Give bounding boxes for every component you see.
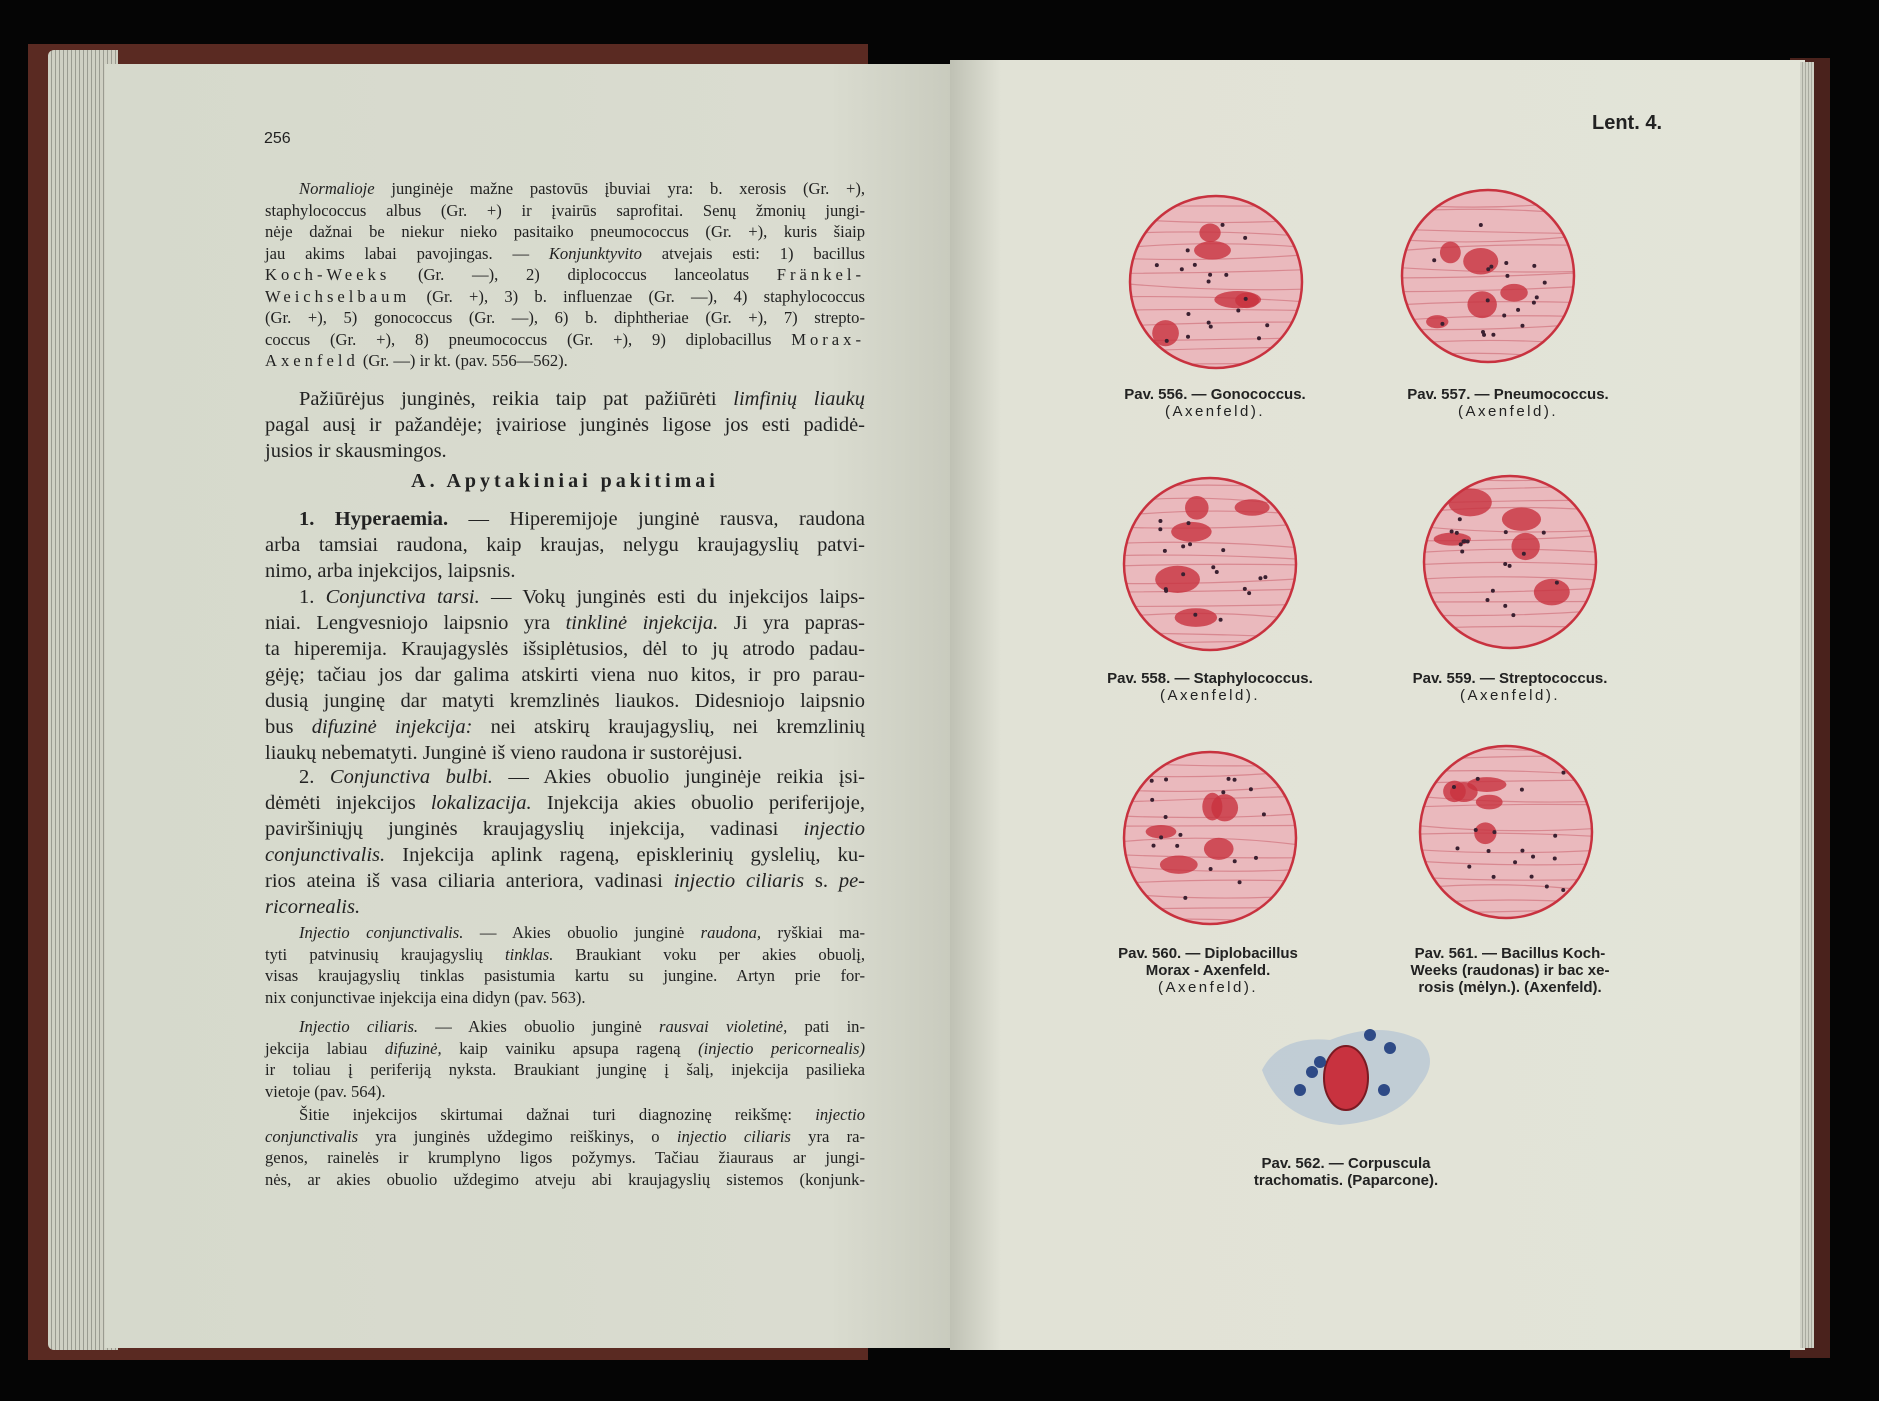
micrograph-circle xyxy=(1393,185,1583,362)
text-segment: conjunctivalis. xyxy=(265,844,386,866)
text-segment: raudona, xyxy=(700,923,762,942)
text-segment: difuzinė, xyxy=(384,1038,442,1058)
text-segment: visas kraujagyslių tinklas pasistumia kartu su jungine. Artyn prie for- xyxy=(265,966,865,985)
text-segment: atvejais esti: 1) bacillus xyxy=(641,243,865,263)
figure-caption xyxy=(1095,386,1335,420)
text-segment: (injectio pericornealis) xyxy=(698,1038,865,1058)
caption-line: Pav. 557. — Pneumococcus. xyxy=(1407,386,1609,403)
text-segment: Fränkel- xyxy=(776,265,865,284)
text-segment: jusios ir skausmingos. xyxy=(265,440,447,462)
caption-author: (Axenfeld). xyxy=(1159,687,1261,704)
text-segment: pagal ausį ir pažandėje; įvairiose junginės ligose jos esti padidė- xyxy=(265,414,865,436)
text-segment: nimo, arba injekcijos, laipsnis. xyxy=(265,560,516,582)
caption-line: Pav. 559. — Streptococcus. xyxy=(1412,670,1608,687)
figure-caption xyxy=(1390,945,1630,996)
section-heading: A. Apytakiniai pakitimai xyxy=(411,470,719,492)
text-segment: 2. xyxy=(299,766,330,788)
caption-line: trachomatis. (Paparcone). xyxy=(1253,1172,1439,1189)
text-segment: limfinių liaukų xyxy=(733,388,865,410)
text-segment: Pažiūrėjus junginės, reikia taip pat pažiūrėti xyxy=(299,388,734,410)
text-segment: (Gr. +), 3) b. influenzae (Gr. —), 4) staphylococcus xyxy=(410,286,865,306)
caption-line: Pav. 562. — Corpuscula xyxy=(1261,1155,1431,1172)
text-segment: liaukų nebematyti. Junginė iš vieno raudona ir sustorėjusi. xyxy=(265,742,743,764)
text-segment: nėje dažnai be niekur nieko pasitaiko pneumococcus (Gr. +), kuris šiaip xyxy=(265,222,865,241)
text-segment: pati in- xyxy=(787,1017,865,1036)
caption-author: (Axenfeld). xyxy=(1164,403,1266,420)
text-segment: 1. xyxy=(299,586,326,608)
text-segment: staphylococcus albus (Gr. +) ir įvairūs saprofitai. Senų žmonių jungi- xyxy=(265,200,865,220)
text-segment: yra ra- xyxy=(790,1126,866,1146)
text-segment: Normalioje xyxy=(299,179,375,198)
micrograph-circle xyxy=(1411,745,1601,918)
figure-caption xyxy=(1226,1155,1466,1189)
text-segment: — Akies obuolio junginė xyxy=(418,1017,659,1036)
text-segment: gėję; tačiau jos dar galima atskirti viena nuo kitos, ir pro parau- xyxy=(265,664,865,686)
text-segment: rios ateina iš vasa ciliaria anteriora, vadinasi xyxy=(265,870,674,892)
text-segment: injectio xyxy=(815,1105,865,1124)
text-segment: junginėje mažne pastovūs įbuviai yra: b. xerosis (Gr. +), xyxy=(374,179,865,198)
micrograph-circle xyxy=(1121,190,1311,368)
caption-line: Pav. 556. — Gonococcus. xyxy=(1124,386,1306,403)
text-segment: Conjunctiva tarsi. xyxy=(325,586,480,608)
text-segment: arba tamsiai raudona, kaip kraujas, nelygu kraujagyslių patvi- xyxy=(265,534,865,556)
figure-caption xyxy=(1388,386,1628,420)
text-segment: Axenfeld xyxy=(265,351,359,370)
text-segment: — Akies obuolio junginėje reikia įsi- xyxy=(492,766,866,788)
plate-label: Lent. 4. xyxy=(1592,112,1663,134)
text-segment: coccus (Gr. +), 8) pneumococcus (Gr. +), 9) diplobacillus xyxy=(265,329,792,349)
text-segment: (Gr. —) ir kt. (pav. 556—562). xyxy=(358,351,568,370)
page-number: 256 xyxy=(264,130,291,147)
text-segment: jau akims labai pavojingas. — xyxy=(265,243,549,263)
text-segment: Ji yra papras- xyxy=(718,612,866,634)
text-segment: Morax- xyxy=(791,329,865,349)
text-segment: yra junginės uždegimo reiškinys, o xyxy=(358,1126,677,1146)
text-segment: dusią junginę dar matyti kremzlinės liaukos. Didesniojo laipsnio xyxy=(265,690,865,712)
figure-caption xyxy=(1088,945,1328,996)
text-segment: 1. Hyperaemia. xyxy=(299,508,449,530)
text-segment: conjunctivalis xyxy=(265,1126,359,1146)
text-segment: paviršiniųjų junginės kraujagyslių injekcija, vadinasi xyxy=(265,818,804,840)
caption-line: Weeks (raudonas) ir bac xe- xyxy=(1410,962,1610,979)
caption-author: (Axenfeld). xyxy=(1457,403,1559,420)
text-segment: Weichselbaum xyxy=(265,286,411,306)
text-segment: vietoje (pav. 564). xyxy=(265,1081,386,1101)
text-segment: Injectio conjunctivalis. xyxy=(299,923,464,942)
text-segment: Konjunktyvito xyxy=(548,243,642,263)
caption-author: (Axenfeld). xyxy=(1157,979,1259,996)
caption-line: Pav. 560. — Diplobacillus xyxy=(1118,945,1298,962)
figure-caption xyxy=(1090,670,1330,704)
micrograph-circle xyxy=(1115,475,1305,650)
text-segment: tyti patvinusių kraujagyslių xyxy=(265,944,505,964)
text-segment: Injekcija aplink rageną, episklerinių gyslelių, ku- xyxy=(385,844,865,866)
text-segment: genos, rainelės ir krumplyno ligos požymys. Tačiau žiauraus ar jungi- xyxy=(265,1148,865,1167)
text-segment: — Vokų junginės esti du injekcijos laips- xyxy=(479,586,865,608)
text-segment: Šitie injekcijos skirtumai dažnai turi diagnozinę reikšmę: xyxy=(299,1105,816,1124)
text-segment: lokalizacija. xyxy=(430,792,532,814)
text-segment: kaip vainiku apsupa rageną xyxy=(441,1038,699,1058)
text-segment: dėmėti injekcijos xyxy=(265,792,431,814)
text-segment: tinklas. xyxy=(504,944,554,964)
text-segment: s. xyxy=(804,870,839,892)
text-segment: Injectio ciliaris. xyxy=(299,1017,419,1036)
caption-author: (Axenfeld). xyxy=(1459,687,1561,704)
caption-line: Pav. 558. — Staphylococcus. xyxy=(1107,670,1313,687)
text-segment: Conjunctiva bulbi. xyxy=(329,766,493,788)
micrograph-circle xyxy=(1115,748,1305,926)
text-segment: Koch-Weeks xyxy=(265,265,391,284)
caption-line: Morax - Axenfeld. xyxy=(1145,962,1271,979)
text-segment: nei atskirų kraujagyslių, nei kremzlinių xyxy=(472,716,865,738)
caption-line: Pav. 561. — Bacillus Koch- xyxy=(1414,945,1606,962)
trachoma-cell-illustration xyxy=(1262,1029,1430,1125)
figure-caption xyxy=(1390,670,1630,704)
text-segment: injectio ciliaris xyxy=(676,1126,791,1146)
micrograph-circle xyxy=(1415,476,1605,651)
text-segment: ryškiai ma- xyxy=(761,923,865,942)
text-segment: pe- xyxy=(838,870,865,892)
text-segment: — Akies obuolio junginė xyxy=(463,923,701,942)
text-segment: (Gr. —), 2) diplococcus lanceolatus xyxy=(390,265,777,284)
text-segment: Injekcija akies obuolio periferijoje, xyxy=(531,792,866,814)
text-segment: difuzinė injekcija: xyxy=(311,716,473,738)
text-segment: bus xyxy=(265,716,312,738)
text-segment: injectio xyxy=(803,818,865,840)
caption-line: rosis (mėlyn.). (Axenfeld). xyxy=(1418,979,1602,996)
text-segment: jekcija labiau xyxy=(265,1038,385,1058)
text-segment: tinklinė injekcija. xyxy=(565,612,719,634)
text-segment: ricornealis. xyxy=(265,896,361,918)
text-segment: (Gr. +), 5) gonococcus (Gr. —), 6) b. diphtheriae (Gr. +), 7) strepto- xyxy=(265,308,865,327)
text-segment: rausvai violetinė, xyxy=(658,1017,788,1036)
text-segment: nės, ar akies obuolio uždegimo atveju abi kraujagyslių sistemos (konjunk- xyxy=(265,1169,865,1189)
text-segment: nix conjunctivae injekcija eina didyn (pav. 563). xyxy=(265,987,586,1007)
text-segment: niai. Lengvesniojo laipsnio yra xyxy=(265,612,566,634)
text-segment: ir toliau į periferiją nyksta. Braukiant junginę į šalį, injekcija pasilieka xyxy=(265,1060,865,1079)
text-segment: ta hiperemija. Kraujagyslės išsiplėtusios, dėl to jų atrodo padau- xyxy=(265,638,865,660)
text-segment: injectio ciliaris xyxy=(673,870,805,892)
text-segment: — Hiperemijoje junginė rausva, raudona xyxy=(448,508,865,530)
text-segment: Braukiant voku per akies obuolį, xyxy=(553,944,865,964)
